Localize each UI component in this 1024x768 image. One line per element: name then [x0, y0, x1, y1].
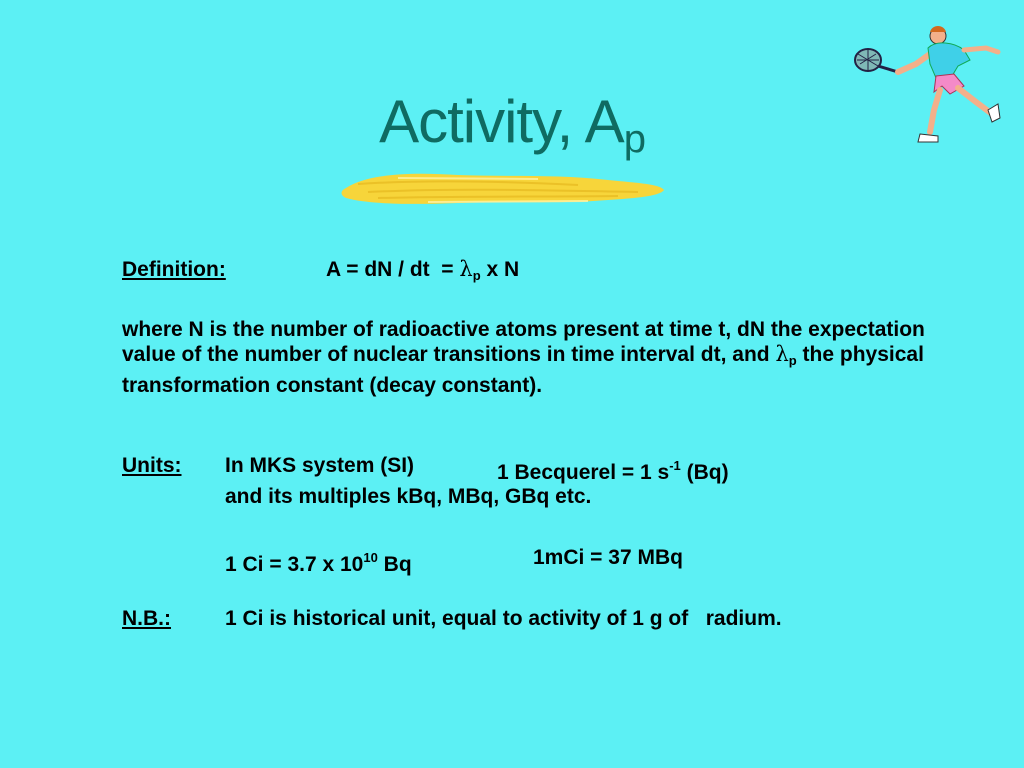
units-label: Units: — [122, 454, 182, 477]
units-becquerel — [497, 453, 729, 485]
lambda-subscript: p — [472, 268, 481, 283]
curie-exponent: 10 — [363, 550, 378, 565]
nb-text: 1 Ci is historical unit, equal to activity of 1 g of radium. — [225, 607, 782, 630]
description-part2: the physical transformation constant (decay constant). — [122, 343, 924, 397]
becquerel-text: 1 Becquerel = 1 s — [497, 461, 670, 484]
description-lambda-subscript: p — [788, 353, 797, 368]
units-line — [122, 453, 182, 478]
definition-formula — [326, 257, 519, 288]
units-system: In MKS system (SI) — [225, 454, 415, 477]
title-main: Activity, A — [379, 88, 624, 155]
nb-label: N.B.: — [122, 607, 171, 630]
millicurie-conversion: 1mCi = 37 MBq — [533, 546, 683, 569]
description-part1: where N is the number of radioactive atoms present at time t, dN the expectation value of the number of nuclear transitions in time interval dt, and — [122, 318, 925, 366]
formula-lhs: A = dN / dt = — [326, 258, 460, 281]
lambda-symbol: λ — [459, 257, 473, 281]
definition-label: Definition: — [122, 258, 226, 281]
curie-tail: Bq — [377, 553, 412, 576]
brush-stroke-icon — [338, 166, 668, 210]
title-subscript: p — [623, 117, 645, 161]
description-lambda: λ — [775, 342, 789, 366]
becquerel-tail: (Bq) — [680, 461, 729, 484]
tennis-player-icon — [846, 20, 1006, 155]
curie-conversion — [225, 545, 412, 577]
description-paragraph — [122, 317, 942, 398]
formula-rhs: x N — [480, 258, 520, 281]
curie-base: 1 Ci = 3.7 x 10 — [225, 553, 364, 576]
definition-line — [122, 257, 520, 283]
nb-line — [122, 606, 171, 631]
becquerel-exponent: -1 — [669, 458, 681, 473]
units-multiples: and its multiples kBq, MBq, GBq etc. — [225, 485, 592, 508]
